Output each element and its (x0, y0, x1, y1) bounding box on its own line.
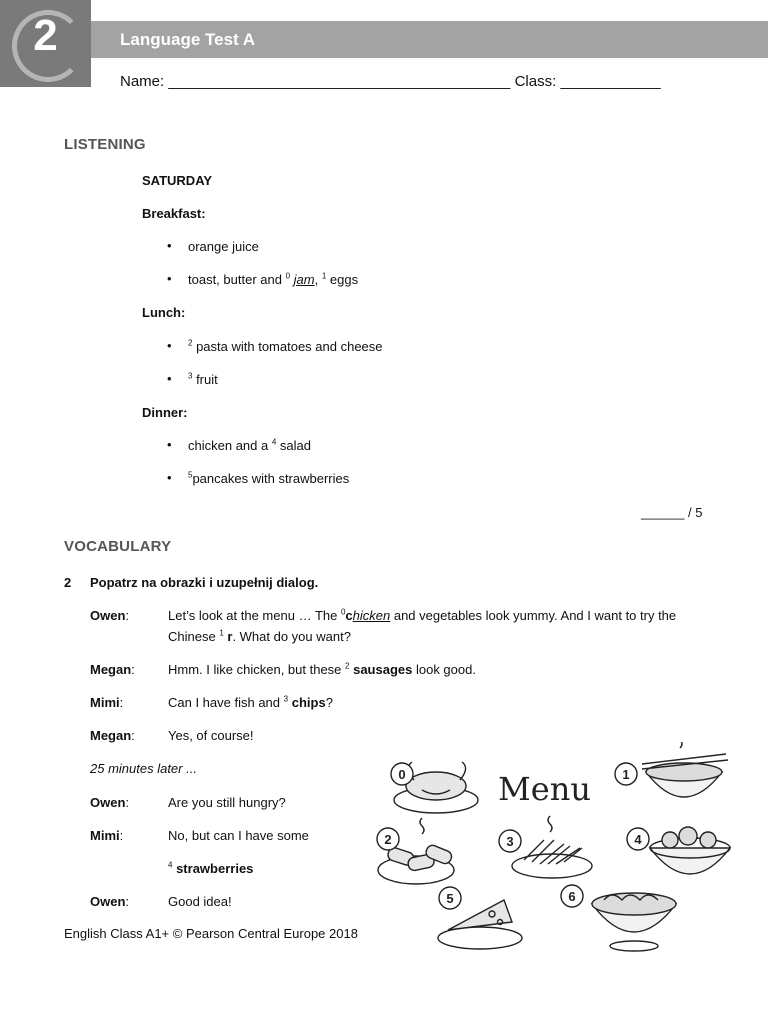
bullet: • (167, 470, 172, 485)
speaker-name: Megan (90, 662, 132, 677)
gap-number: 1 (321, 271, 327, 281)
menu-illustration (374, 742, 734, 957)
task-instruction: Popatrz na obrazki i uzupełnij dialog. (90, 575, 319, 590)
speaker-name: Owen (90, 795, 126, 810)
speaker-colon: : (125, 894, 130, 909)
dialog-line (168, 695, 333, 710)
dialog-text: . What do you want? (232, 629, 351, 644)
item-text: fruit (192, 372, 218, 387)
list-item (167, 238, 259, 254)
speaker-colon: : (131, 728, 135, 743)
speaker-name: Mimi (90, 828, 120, 843)
name-class-line (120, 73, 661, 90)
list-item (167, 371, 218, 387)
gap-answer[interactable]: sausages (353, 662, 413, 677)
list-item (167, 470, 350, 486)
name-field[interactable]: _________________________________________ (168, 73, 511, 90)
dialog-line (168, 662, 476, 677)
speaker-owen (90, 894, 129, 909)
dialog-text: Let’s look at the menu … The (168, 608, 341, 623)
dinner-label: Dinner: (142, 405, 188, 420)
dialog-text: and vegetables look yummy. And I want to try the (390, 608, 677, 623)
list-item (167, 437, 311, 453)
score-field[interactable]: ______ / 5 (641, 505, 703, 520)
menu-label-4: 4 (634, 832, 642, 847)
gap-number: 4 (168, 860, 173, 870)
dialog-line: No, but can I have some (168, 828, 309, 843)
dialog-text: look good. (412, 662, 476, 677)
menu-label-1: 1 (622, 767, 630, 782)
menu-label-3: 3 (506, 834, 514, 849)
unit-badge (0, 0, 91, 87)
item-text: pasta with tomatoes and cheese (192, 339, 383, 354)
dialog-line (168, 861, 253, 876)
example-answer: hicken (352, 608, 391, 623)
gap-answer[interactable]: strawberries (176, 861, 254, 876)
bullet: • (167, 437, 172, 452)
gap-letter: r (223, 629, 233, 644)
item-text: pancakes with strawberries (192, 471, 350, 486)
speaker-megan (90, 662, 135, 677)
listening-heading: LISTENING (64, 136, 146, 153)
bullet: • (167, 371, 172, 386)
speaker-colon: : (131, 662, 135, 677)
dialog-line: Yes, of course! (168, 728, 254, 743)
list-item (167, 271, 359, 287)
dialog-text: Hmm. I like chicken, but these (168, 662, 346, 677)
bullet: • (167, 238, 172, 253)
speaker-name: Megan (90, 728, 132, 743)
vocabulary-heading: VOCABULARY (64, 538, 172, 555)
menu-label-0: 0 (398, 767, 406, 782)
gap-number: 5 (188, 470, 193, 480)
item-text: chicken and a (188, 438, 272, 453)
gap-number: 0 (340, 607, 346, 617)
bullet: • (167, 338, 172, 353)
class-field[interactable]: ____________ (560, 73, 661, 90)
dialog-text: Chinese (168, 629, 220, 644)
gap-number: 0 (285, 271, 291, 281)
dialog-text: ? (325, 695, 333, 710)
speaker-colon: : (119, 695, 124, 710)
menu-label-2: 2 (384, 832, 392, 847)
speaker-colon: : (125, 795, 130, 810)
gap-number: 3 (188, 371, 193, 381)
gap-number: 2 (188, 338, 193, 348)
salad-bowl-image (592, 893, 676, 951)
task-number: 2 (64, 575, 72, 590)
dialog-line: Are you still hungry? (168, 795, 286, 810)
dialog-line (168, 629, 351, 644)
item-text: , (314, 272, 322, 287)
item-text: salad (276, 438, 311, 453)
day-heading: SATURDAY (142, 173, 213, 188)
chips-image (512, 816, 592, 878)
gap-number: 2 (345, 661, 350, 671)
strawberries-image (650, 827, 730, 874)
gap-number: 4 (271, 437, 277, 447)
footer-copyright: English Class A1+ © Pearson Central Europe 2018 (64, 926, 358, 941)
speaker-megan (90, 728, 135, 743)
speaker-owen (90, 608, 129, 623)
unit-number: 2 (33, 11, 58, 60)
bullet: • (167, 271, 172, 286)
menu-label-5: 5 (446, 891, 454, 906)
item-text: eggs (326, 272, 359, 287)
gap-letter: c (345, 608, 353, 623)
title-bar (91, 21, 768, 58)
gap-number: 1 (219, 628, 224, 638)
item-text: orange juice (188, 239, 259, 254)
time-note: 25 minutes later ... (90, 761, 197, 776)
gap-number: 3 (283, 694, 289, 704)
rice-bowl-image (642, 742, 728, 797)
gap-answer[interactable]: chips (291, 695, 326, 710)
speaker-mimi (90, 828, 123, 843)
speaker-name: Mimi (90, 695, 120, 710)
name-label: Name: (120, 73, 165, 90)
list-item (167, 338, 383, 354)
speaker-name: Owen (90, 894, 126, 909)
lunch-label: Lunch: (142, 305, 186, 320)
speaker-name: Owen (90, 608, 126, 623)
page-title: Language Test A (120, 30, 256, 49)
dialog-line: Good idea! (168, 894, 232, 909)
speaker-owen (90, 795, 129, 810)
breakfast-label: Breakfast: (142, 206, 206, 221)
menu-label-6: 6 (568, 889, 576, 904)
speaker-colon: : (125, 608, 130, 623)
dialog-line (168, 608, 676, 623)
class-label: Class: (514, 73, 557, 90)
speaker-colon: : (119, 828, 124, 843)
speaker-mimi (90, 695, 123, 710)
menu-title: Menu (498, 770, 591, 808)
example-answer: jam (293, 272, 315, 287)
dialog-text: Can I have fish and (168, 695, 284, 710)
item-text: toast, butter and (188, 272, 286, 287)
